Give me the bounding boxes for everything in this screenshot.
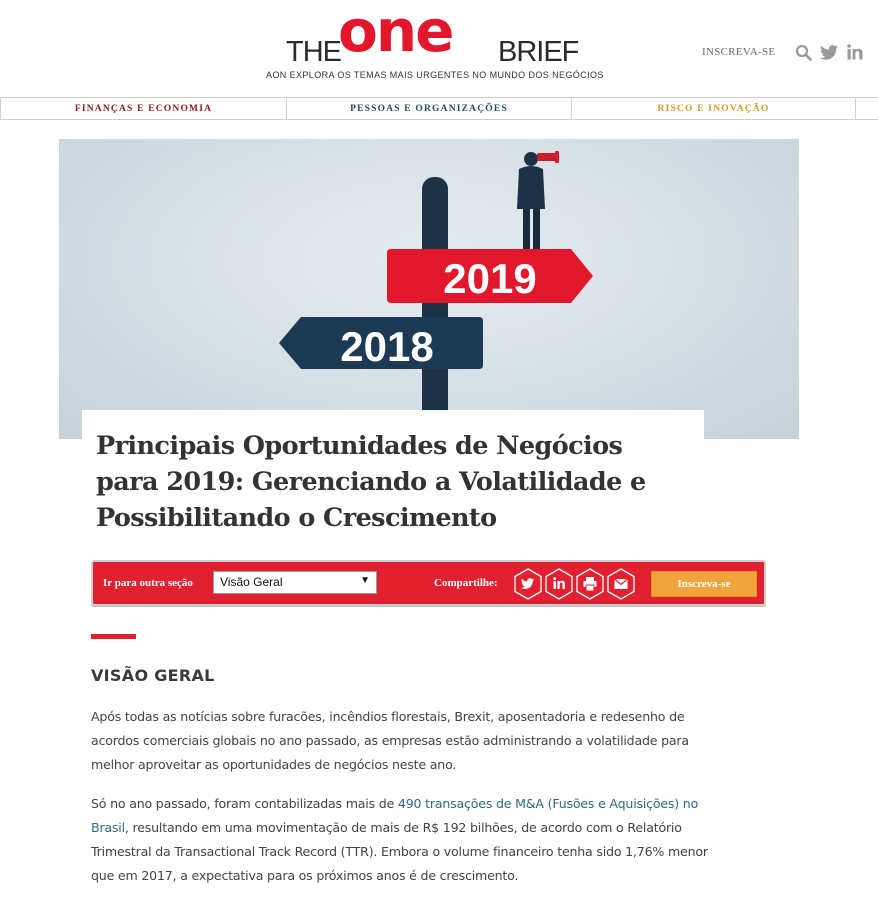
logo-brief: BRIEF <box>498 36 579 68</box>
ma-transactions-link[interactable]: 490 transações de M&A (Fusões e Aquisições) no Brasil <box>91 796 699 835</box>
businessman-figure <box>517 151 559 249</box>
logo-one: one <box>338 0 453 65</box>
nav-item-risco[interactable]: RISCO E INOVAÇÃO <box>572 98 856 119</box>
twitter-icon[interactable] <box>819 42 839 62</box>
header-actions <box>702 42 865 62</box>
tagline: AON EXPLORA OS TEMAS MAIS URGENTES NO MUNDO DOS NEGÓCIOS <box>266 70 604 80</box>
paragraph-1: Após todas as notícias sobre furacões, incêndios florestais, Brexit, aposentadoria e redesenho de acordos comerciais globais no ano passado, as empresas estão administrando a volatilidade para melhor aproveitar as oportunidades de negócios neste ano. <box>91 709 689 772</box>
share-label: Compartilhe: <box>434 577 498 589</box>
subscribe-link[interactable]: INSCREVA-SE <box>702 46 776 58</box>
signpost-illustration <box>59 139 799 439</box>
print-icon[interactable] <box>575 568 605 600</box>
nav-item-pessoas[interactable]: PESSOAS E ORGANIZAÇÕES <box>287 98 572 119</box>
email-icon[interactable] <box>606 568 636 600</box>
section-select[interactable] <box>213 571 377 594</box>
article-title-box <box>82 410 704 536</box>
main-nav <box>0 97 878 120</box>
subscribe-button[interactable]: Inscreva-se <box>651 571 757 597</box>
article-toolbar <box>91 560 766 606</box>
paragraph-2 <box>91 792 731 888</box>
goto-section-label: Ir para outra seção <box>103 577 193 589</box>
twitter-icon[interactable] <box>513 568 543 600</box>
sign-2018: 2018 <box>340 323 434 370</box>
section-title: VISÃO GERAL <box>91 666 215 685</box>
section-select-value: Visão Geral <box>220 575 283 589</box>
article-title: Principais Oportunidades de Negócios para 2019: Gerenciando a Volatilidade e Possibilitando o Crescimento <box>96 431 646 533</box>
site-logo[interactable] <box>286 0 579 70</box>
paragraph-2-text-b: , resultando em uma movimentação de mais de R$ 192 bilhões, de acordo com o Relatório Trimestral da Transactional Track Record (TTR). Embora o volume financeiro tenha sido 1,76% menor que em 2017, a expectativa para os próximos anos é de crescimento. <box>91 820 708 883</box>
chevron-down-icon: ▼ <box>360 575 370 586</box>
sign-2019: 2019 <box>443 255 537 302</box>
linkedin-icon[interactable] <box>845 42 865 62</box>
linkedin-icon[interactable] <box>544 568 574 600</box>
site-header <box>0 0 878 96</box>
logo-the: THE <box>286 36 341 68</box>
hero-image <box>59 139 799 439</box>
paragraph-2-text-a: Só no ano passado, foram contabilizadas mais de <box>91 796 398 811</box>
section-divider <box>91 634 136 639</box>
search-icon[interactable] <box>793 42 813 62</box>
nav-item-financas[interactable]: FINANÇAS E ECONOMIA <box>0 98 287 119</box>
